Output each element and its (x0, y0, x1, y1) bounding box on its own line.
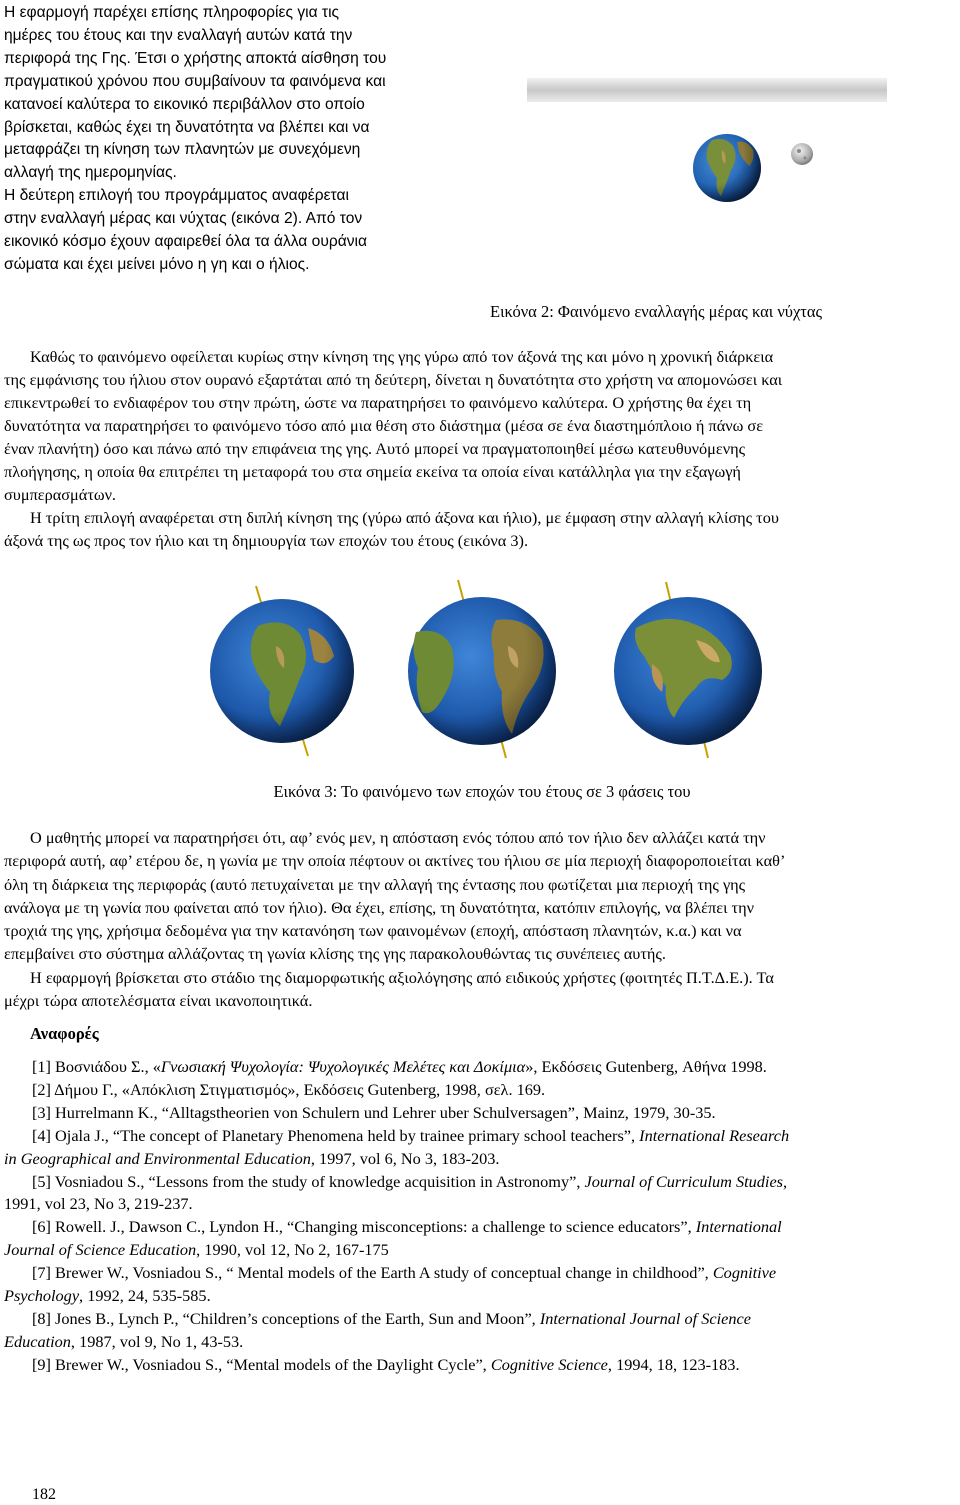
reference-item: [7] Brewer W., Vosniadou S., “ Mental models of the Earth A study of conceptual change in childhood”, Cognitive (32, 1263, 777, 1283)
intro-line: Η δεύτερη επιλογή του προγράμματος αναφέρεται (4, 187, 349, 205)
reference-item: [8] Jones B., Lynch P., “Children’s conceptions of the Earth, Sun and Moon”, International Journal of Science (32, 1308, 751, 1328)
body-line: όλη τη διάρκεια της περιφοράς (αυτό πετυχαίνεται με την αλλαγή της έντασης που φωτίζεται μια περιοχή της γης (4, 874, 746, 894)
body-line: δυνατότητα να παρατηρήσει το φαινόμενο τόσο από μια θέση στο διάστημα (μέσα σε ένα διαστημόπλοιο ή πάνω σε (4, 416, 764, 435)
body-line: μέχρι τώρα αποτελέσματα είναι ικανοποιητικά. (4, 991, 313, 1011)
body-paragraph-1 (4, 345, 956, 552)
reference-item-continued: Journal of Science Education, 1990, vol 12, No 2, 167-175 (4, 1240, 389, 1260)
figure-3-image (196, 568, 768, 768)
intro-line: ημέρες του έτους και την εναλλαγή αυτών κατά την (4, 26, 353, 44)
reference-item: [6] Rowell. J., Dawson C., Lyndon H., “Changing misconceptions: a challenge to science educators”, International (32, 1217, 782, 1237)
reference-item-continued: in Geographical and Environmental Education, 1997, vol 6, No 3, 183-203. (4, 1148, 500, 1168)
body-line: τροχιά της γης, χρήσιμα δεδομένα για την κατανόηση των φαινομένων (εποχή, απόσταση πλανητών, κ.α.) και να (4, 921, 742, 941)
body-line: Η τρίτη επιλογή αναφέρεται στη διπλή κίνηση της (γύρω από άξονα και ήλιο), με έμφαση στην αλλαγή κλίσης του (30, 508, 779, 527)
reference-item: [4] Ojala J., “The concept of Planetary Phenomena held by trainee primary school teachers”, International Research (32, 1125, 790, 1145)
figure-2-caption: Εικόνα 2: Φαινόμενο εναλλαγής μέρας και νύχτας (490, 302, 823, 321)
body-line: Καθώς το φαινόμενο οφείλεται κυρίως στην κίνηση της γης γύρω από τον άξονά της και μόνο η χρονική διάρκεια (30, 347, 774, 366)
earth-moon-illustration (527, 0, 887, 282)
body-line: περιφορά αυτή, αφ’ ετέρου δε, η γωνία με την οποία πέφτουν οι ακτίνες του ήλιου σε μία περιοχή διαφοροποιείται καθ’ (4, 851, 786, 871)
figure-3-caption (0, 782, 960, 802)
reference-item-continued: Education, 1987, vol 9, No 1, 43-53. (4, 1331, 244, 1351)
intro-line: στην εναλλαγή μέρας και νύχτας (εικόνα 2). Από τον (4, 210, 363, 228)
intro-line: κατανοεί καλύτερα το εικονικό περιβάλλον στο οποίο (4, 95, 365, 113)
seasons-illustration (196, 568, 768, 768)
body-line: επικεντρωθεί το ενδιαφέρον του στην πρώτη, ώστε να παρατηρήσει το φαινόμενο καλύτερα. Ο χρήστης θα έχει τη (4, 393, 752, 412)
intro-line: εικονικό κόσμο έχουν αφαιρεθεί όλα τα άλλα ουράνια (4, 233, 368, 251)
intro-line: περιφορά της Γης. Έτσι ο χρήστης αποκτά αίσθηση του (4, 49, 387, 67)
intro-paragraph (4, 2, 454, 277)
intro-line: Η εφαρμογή παρέχει επίσης πληροφορίες για τις (4, 4, 340, 21)
body-line: πλοήγησης, η οποία θα επιτρέπει τη μεταφορά του στα σημεία εκείνα τα οποία είναι κατάλληλα για την εξαγωγή (4, 462, 741, 481)
body-line: της εμφάνισης του ήλιου στον ουρανό εξαρτάται από τη δεύτερη, δίνεται η δυνατότητα στο χρήστη να απομονώσει και (4, 370, 783, 389)
earth-icon (693, 134, 761, 202)
references-heading: Αναφορές (30, 1024, 99, 1043)
body-line: έναν πλανήτη) όσο και πάνω από την επιφάνεια της γης. Αυτό μπορεί να πραγματοποιηθεί μέσω κατευθυνόμενης (4, 439, 746, 458)
moon-icon (791, 143, 813, 165)
reference-item: [2] Δήμου Γ., «Απόκλιση Στιγματισμός», Εκδόσεις Gutenberg, 1998, σελ. 169. (32, 1079, 546, 1099)
figure-3-caption-text: Εικόνα 3: Το φαινόμενο των εποχών του έτους σε 3 φάσεις του (273, 782, 691, 801)
figure-2-image (527, 0, 887, 282)
intro-line: αλλαγή της ημερομηνίας. (4, 164, 177, 182)
body-paragraph-2 (4, 826, 956, 1012)
intro-line: σώματα και έχει μείνει μόνο η γη και ο ήλιος. (4, 255, 310, 273)
body-line: επεμβαίνει στο σύστημα αλλάζοντας τη γωνία κλίσης της γης παρακολουθώντας τις συνέπειες αυτής. (4, 944, 666, 964)
reference-item-continued: Psychology, 1992, 24, 535-585. (4, 1286, 211, 1306)
body-line: άξονά της ως προς τον ήλιο και τη δημιουργία των εποχών του έτους (εικόνα 3). (4, 531, 529, 550)
reference-item: [5] Vosniadou S., “Lessons from the study of knowledge acquisition in Astronomy”, Journal of Curriculum Studies, (32, 1171, 788, 1191)
reference-item: [3] Hurrelmann K., “Alltagstheorien von Schulern und Lehrer uber Schulversagen”, Mainz, 1979, 30-35. (32, 1102, 716, 1122)
reference-item: [1] Βοσνιάδου Σ., «Γνωσιακή Ψυχολογία: Ψυχολογικές Μελέτες και Δοκίμια», Εκδόσεις Gutenberg, Αθήνα 1998. (32, 1057, 767, 1076)
references-list (4, 1056, 956, 1377)
reference-item-continued: 1991, vol 23, No 3, 219-237. (4, 1194, 193, 1214)
body-line: Ο μαθητής μπορεί να παρατηρήσει ότι, αφ’ ενός μεν, η απόσταση ενός τόπου από τον ήλιο δεν αλλάζει κατά την (30, 828, 766, 847)
body-line: συμπερασμάτων. (4, 485, 117, 504)
intro-line: μεταφράζει τη κίνηση των πλανητών με συνεχόμενη (4, 141, 361, 159)
page-number: 182 (32, 1486, 56, 1503)
body-line: ανάλογα με τη γωνία που φαίνεται από τον ήλιο). Θα έχει, επίσης, τη δυνατότητα, κατόπιν επιλογής, να βλέπει την (4, 897, 754, 917)
body-line: Η εφαρμογή βρίσκεται στο στάδιο της διαμορφωτικής αξιολόγησης από ειδικούς χρήστες (φοιτητές Π.Τ.Δ.Ε.). Τα (30, 967, 774, 987)
intro-line: βρίσκεται, καθώς έχει τη δυνατότητα να βλέπει και να (4, 118, 370, 136)
reference-item: [9] Brewer W., Vosniadou S., “Mental models of the Daylight Cycle”, Cognitive Science, 1994, 18, 123-183. (32, 1354, 740, 1374)
intro-line: πραγματικού χρόνου που συμβαίνουν τα φαινόμενα και (4, 72, 386, 90)
